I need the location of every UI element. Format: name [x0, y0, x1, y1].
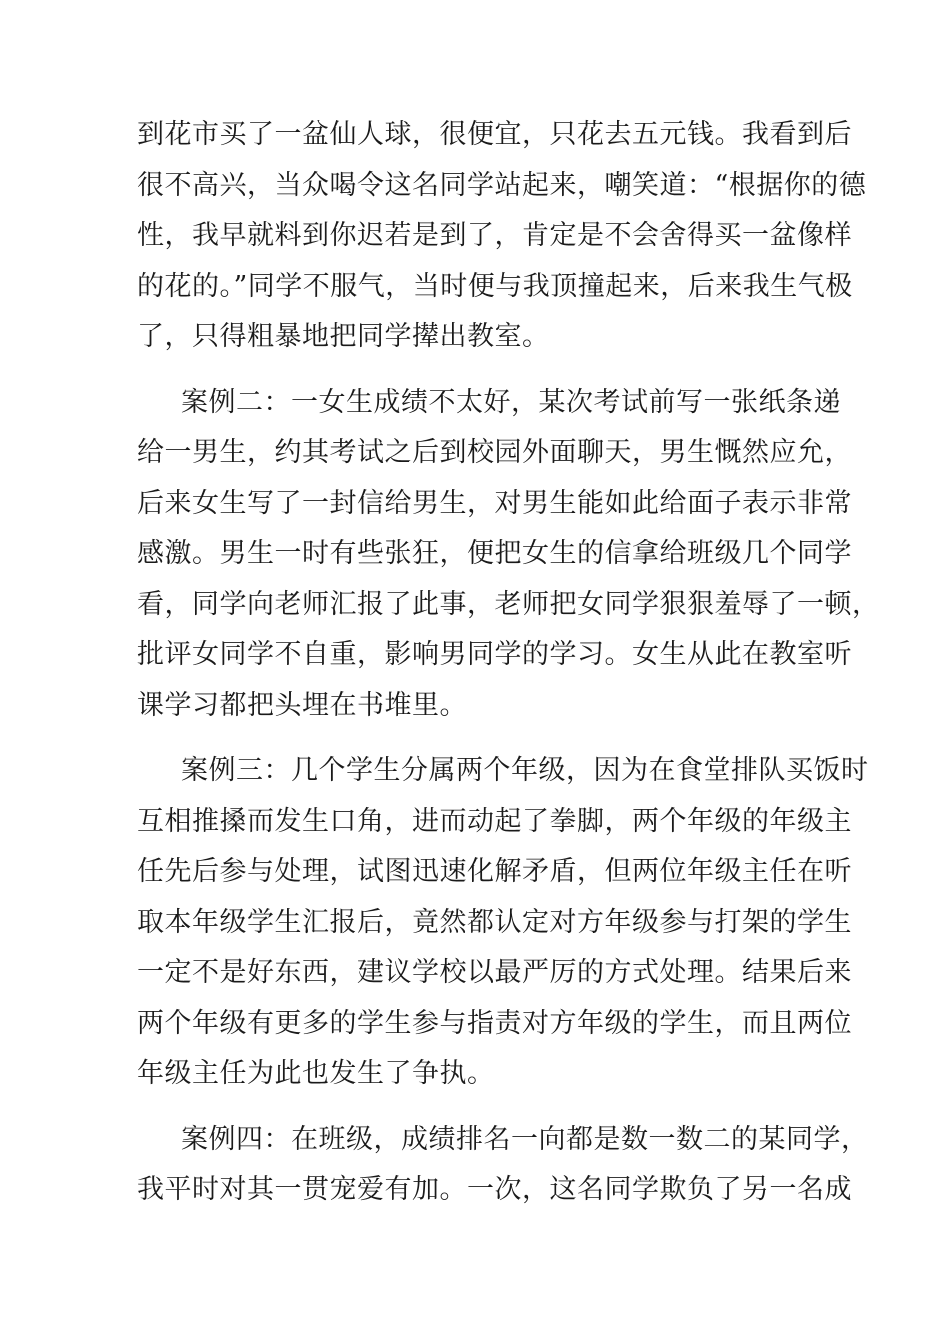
document-body: [137, 110, 880, 1231]
text-line: 年级主任为此也发生了争执。: [137, 1058, 495, 1089]
text-line: 我平时对其一贯宠爱有加。一次，这名同学欺负了另一名成: [137, 1174, 852, 1205]
text-line: 一定不是好东西，建议学校以最严厉的方式处理。结果后来: [137, 957, 852, 988]
text-line: 互相推搡而发生口角，进而动起了拳脚，两个年级的年级主: [137, 805, 852, 837]
paragraph-case-one-continued: [137, 110, 867, 363]
text-line: 了，只得粗暴地把同学撵出教室。: [137, 321, 550, 352]
text-line: 很不高兴，当众喝令这名同学站起来，嘲笑道：“根据你的德: [137, 169, 867, 201]
text-line: 感激。男生一时有些张狂，便把女生的信拿给班级几个同学: [137, 538, 852, 569]
text-line: 案例四：在班级，成绩排名一向都是数一数二的某同学，: [181, 1123, 869, 1155]
text-line: 到花市买了一盆仙人球，很便宜，只花去五元钱。我看到后: [137, 119, 852, 150]
paragraph-case-three: [137, 746, 869, 1100]
text-line: 课学习都把头埋在书堆里。: [137, 689, 467, 721]
text-line: 取本年级学生汇报后，竟然都认定对方年级参与打架的学生: [137, 906, 852, 938]
text-line: 案例三：几个学生分属两个年级，因为在食堂排队买饭时: [181, 755, 869, 786]
text-line: 案例二：一女生成绩不太好，某次考试前写一张纸条递: [181, 386, 841, 418]
text-line: 给一男生，约其考试之后到校园外面聊天，男生慨然应允，: [137, 437, 852, 468]
paragraph-case-two: [137, 378, 880, 732]
text-line: 性，我早就料到你迟若是到了，肯定是不会舍得买一盆像样: [137, 220, 852, 251]
text-line: 后来女生写了一封信给男生，对男生能如此给面子表示非常: [137, 487, 852, 519]
paragraph-case-four: [137, 1115, 869, 1216]
text-line: 看，同学向老师汇报了此事，老师把女同学狠狠羞辱了一顿，: [137, 588, 880, 620]
text-line: 任先后参与处理，试图迅速化解矛盾，但两位年级主任在听: [137, 856, 852, 887]
text-line: 两个年级有更多的学生参与指责对方年级的学生，而且两位: [137, 1007, 852, 1039]
text-line: 批评女同学不自重，影响男同学的学习。女生从此在教室听: [137, 639, 852, 670]
text-line: 的花的。”同学不服气，当时便与我顶撞起来，后来我生气极: [137, 270, 853, 302]
